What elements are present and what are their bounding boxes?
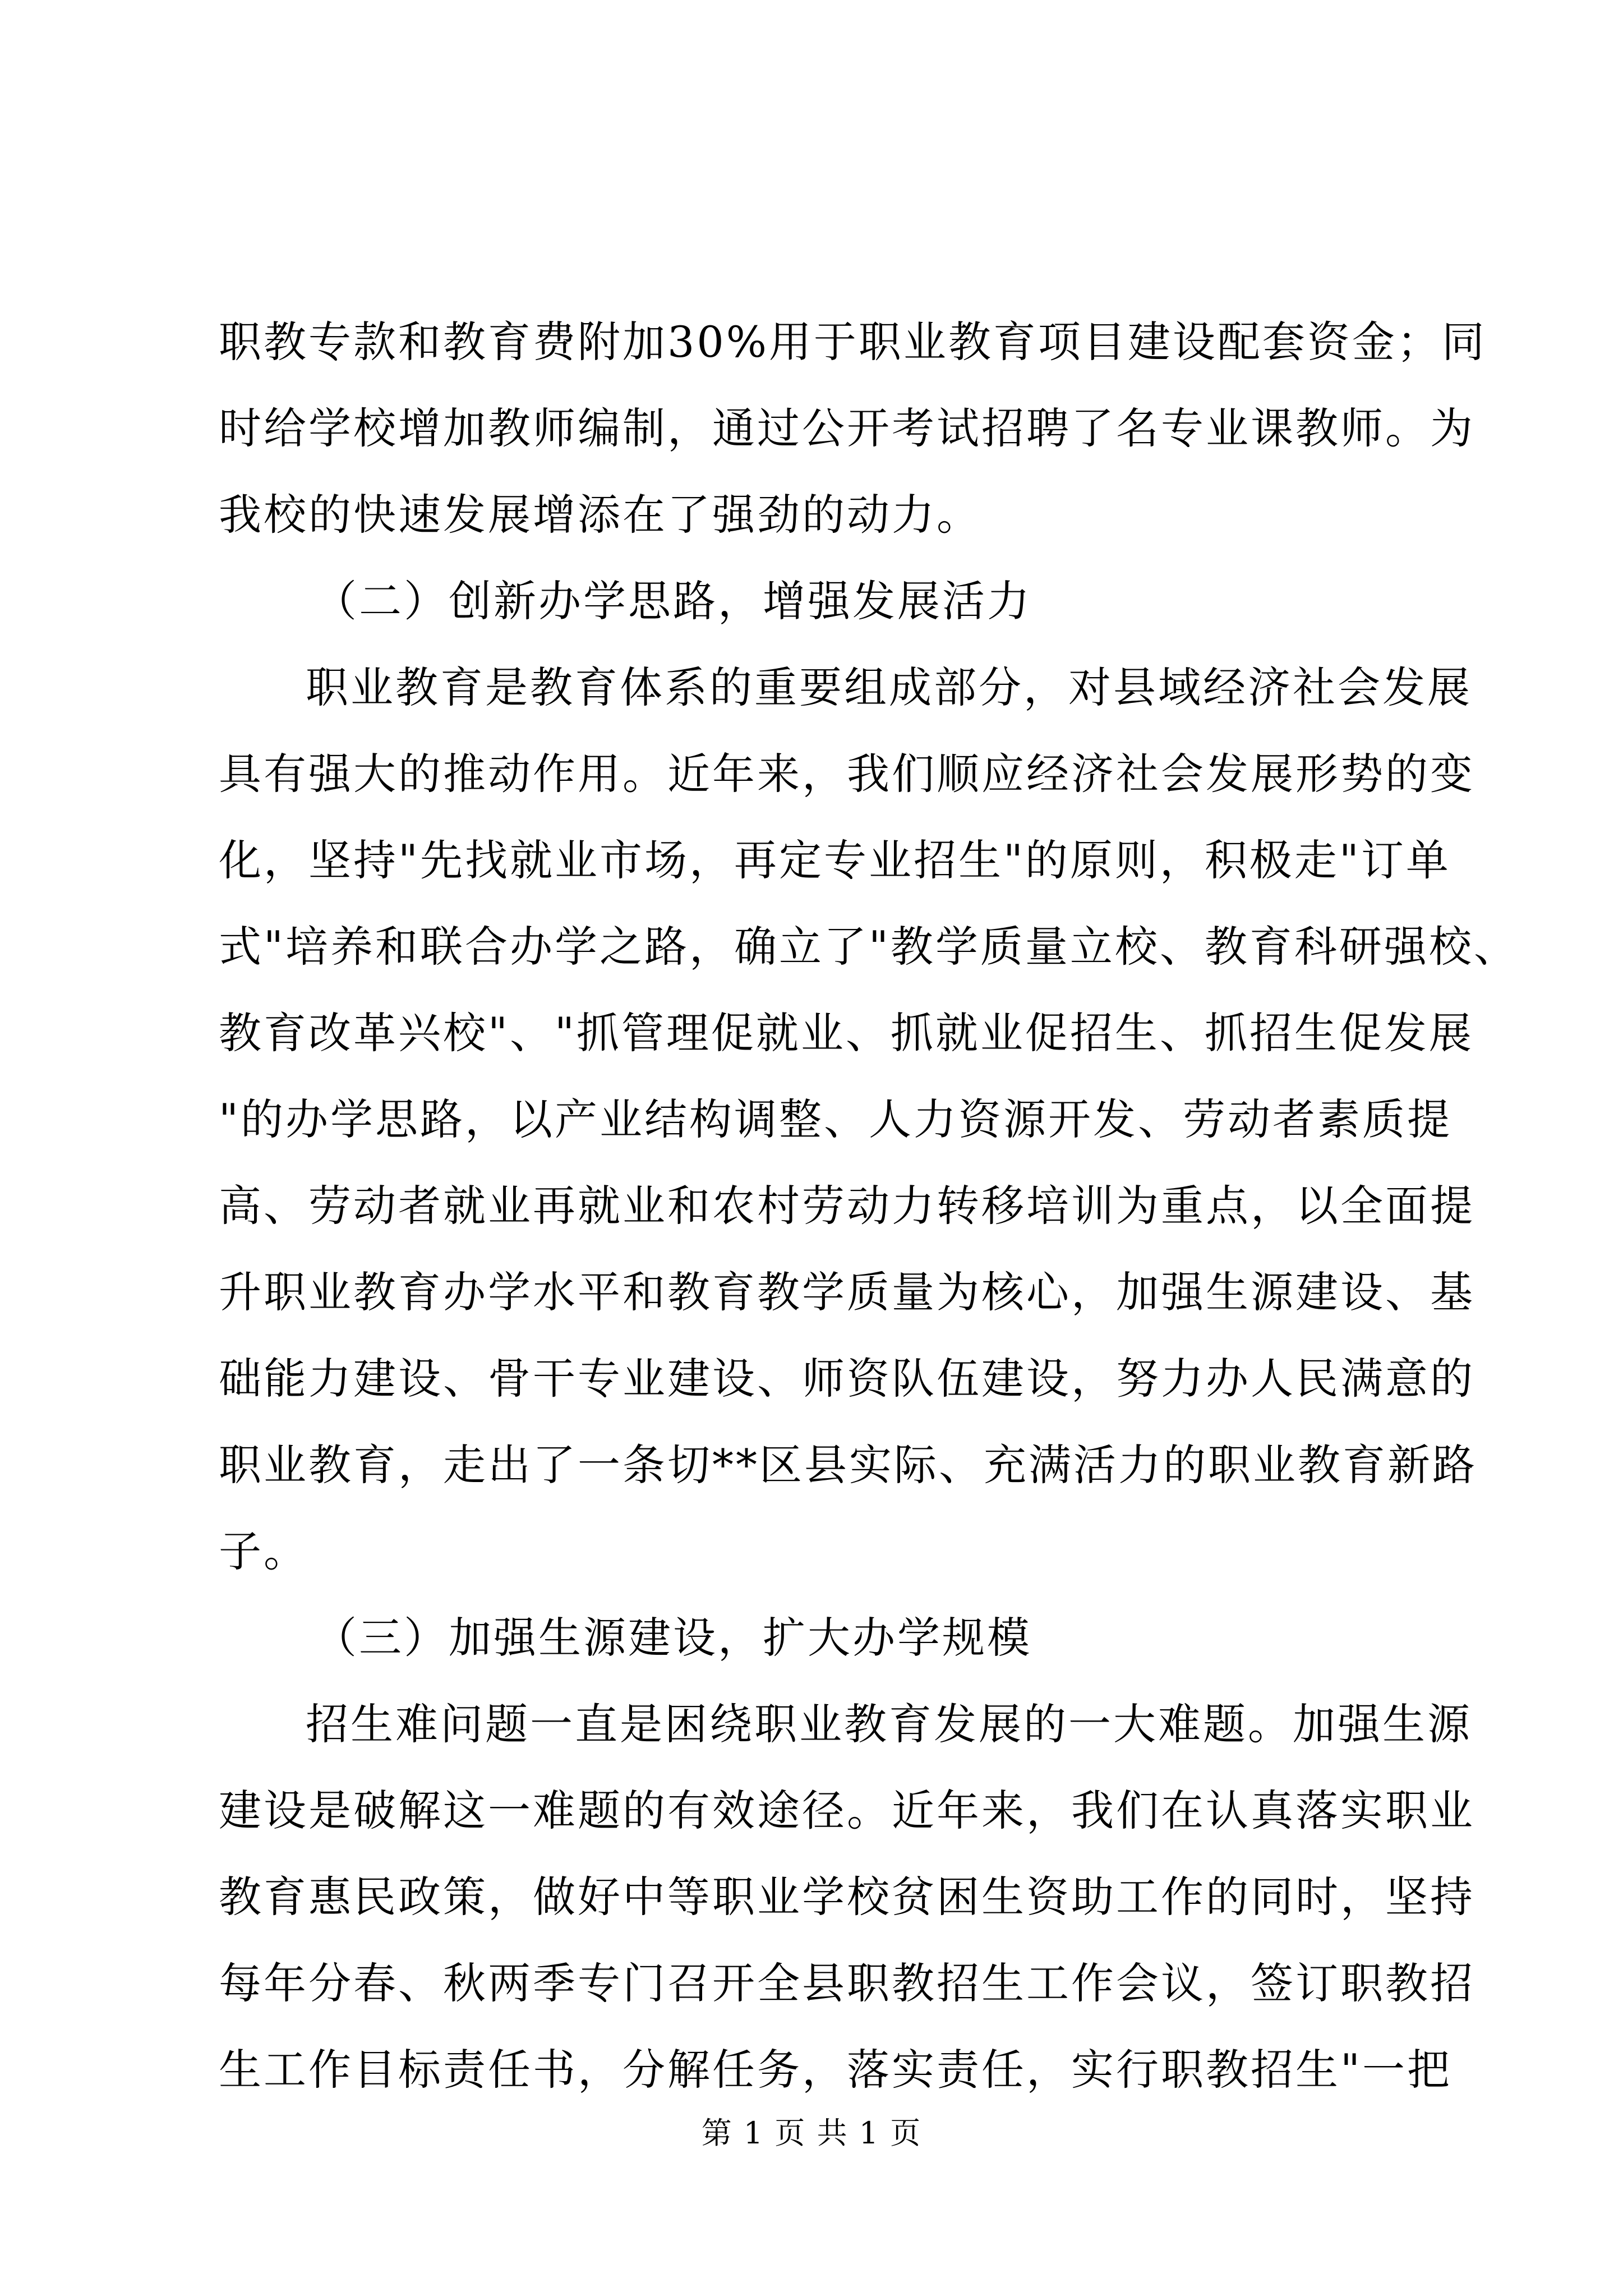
paragraph-line: 我校的快速发展增添在了强劲的动力。 [219,490,981,540]
paragraph-line: 每年分春、秋两季专门召开全县职教招生工作会议，签订职教招 [219,1958,1475,2008]
paragraph-line: 招生难问题一直是困绕职业教育发展的一大难题。加强生源 [306,1699,1472,1749]
paragraph-line: 教育惠民政策，做好中等职业学校贫困生资助工作的同时，坚持 [219,1872,1475,1922]
paragraph-line: 化，坚持"先找就业市场，再定专业招生"的原则，积极走"订单 [219,835,1451,885]
paragraph-line: 式"培养和联合办学之路，确立了"教学质量立校、教育科研强校、 [219,922,1519,972]
paragraph-line: 升职业教育办学水平和教育教学质量为核心，加强生源建设、基 [219,1267,1475,1317]
paragraph-line: 子。 [219,1526,308,1576]
paragraph-line: 职业教育，走出了一条切**区县实际、充满活力的职业教育新路 [219,1440,1477,1490]
paragraph-line: 高、劳动者就业再就业和农村劳动力转移培训为重点，以全面提 [219,1181,1475,1231]
paragraph-line: 础能力建设、骨干专业建设、师资队伍建设，努力办人民满意的 [219,1354,1475,1404]
paragraph-line: 生工作目标责任书，分解任务，落实责任，实行职教招生"一把 [219,2045,1452,2095]
paragraph-line: 建设是破解这一难题的有效途径。近年来，我们在认真落实职业 [219,1786,1475,1835]
paragraph-line: "的办学思路，以产业结构调整、人力资源开发、劳动者素质提 [219,1094,1452,1144]
paragraph-line: 具有强大的推动作用。近年来，我们顺应经济社会发展形势的变 [219,749,1475,799]
paragraph-line: 时给学校增加教师编制，通过公开考试招聘了名专业课教师。为 [219,403,1475,453]
paragraph-line: 教育改革兴校"、"抓管理促就业、抓就业促招生、抓招生促发展 [219,1008,1474,1058]
section-heading: （三）加强生源建设，扩大办学规模 [314,1613,1032,1663]
section-heading: （二）创新办学思路，增强发展活力 [314,576,1032,626]
paragraph-line: 职业教育是教育体系的重要组成部分，对县域经济社会发展 [306,662,1472,712]
paragraph-line: 职教专款和教育费附加30%用于职业教育项目建设配套资金；同 [219,317,1487,367]
page-footer: 第 1 页 共 1 页 [701,2115,922,2151]
